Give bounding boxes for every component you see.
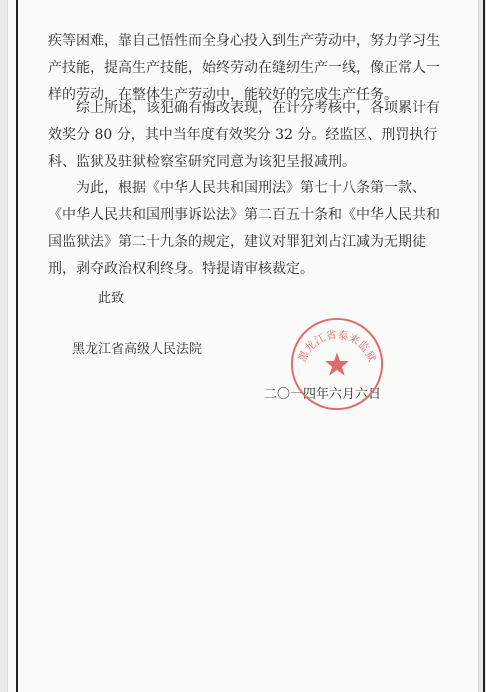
text-line: 国监狱法》第二十九条的规定，建议对罪犯刘占江减为无期徒 [48, 234, 426, 250]
paragraph-summary [48, 95, 448, 176]
closing-salutation: 此致 [98, 291, 125, 306]
text-line: 疾等困难，靠自己悟性而全身心投入到生产劳动中，努力学习生 [48, 33, 440, 49]
text-line: 综上所述，该犯确有悔改表现，在计分考核中，各项累计有 [76, 100, 440, 116]
recipient-court: 黑龙江省高级人民法院 [72, 342, 203, 357]
text-line: 刑，剥夺政治权利终身。特提请审核裁定。 [48, 261, 314, 277]
left-border-line [16, 0, 18, 692]
paragraph-legal-basis [48, 175, 448, 283]
seal-star [325, 352, 349, 376]
text-line: 科、监狱及驻狱检察室研究同意为该犯呈报减刑。 [48, 154, 356, 170]
text-line: 样的劳动，在整体生产劳动中，能较好的完成生产任务。 [48, 87, 398, 103]
seal-text: 黑龙江省泰来监狱 [295, 328, 379, 364]
official-seal-icon [288, 315, 386, 413]
document-date: 二〇一四年六月六日 [264, 387, 382, 402]
text-line: 效奖分 80 分，其中当年度有效奖分 32 分。经监区、刑罚执行 [48, 127, 438, 143]
text-line: 产技能，提高生产技能，始终劳动在缝纫生产一线，像正常人一 [48, 60, 440, 76]
text-line: 《中华人民共和国刑事诉讼法》第二百五十条和《中华人民共和 [48, 207, 440, 223]
right-border-line [483, 0, 485, 692]
text-line: 为此，根据《中华人民共和国刑法》第七十八条第一款、 [76, 180, 426, 196]
document-page [8, 0, 478, 692]
